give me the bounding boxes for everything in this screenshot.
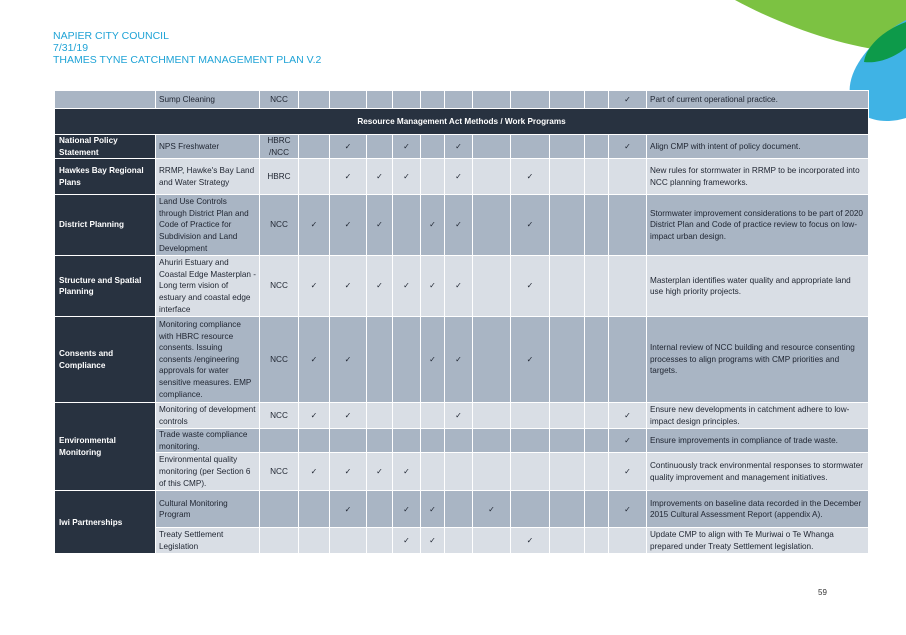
page-number: 59: [818, 588, 827, 597]
check-cell: [550, 256, 585, 317]
method-cell: RRMP, Hawke's Bay Land and Water Strategy: [156, 159, 260, 195]
check-mark: ✓: [393, 159, 421, 195]
lead-agency-cell: NCC: [260, 317, 299, 403]
check-cell: [511, 403, 550, 429]
check-cell: [609, 256, 647, 317]
table-row: [55, 317, 869, 403]
check-cell: [550, 317, 585, 403]
method-cell: Trade waste compliance monitoring.: [156, 429, 260, 453]
check-cell: [585, 403, 609, 429]
section-title: Resource Management Act Methods / Work Programs: [55, 109, 869, 135]
table-row: [55, 159, 869, 195]
check-cell: [550, 91, 585, 109]
check-cell: [511, 453, 550, 491]
check-mark: ✓: [367, 195, 393, 256]
category-cell: Iwi Partnerships: [55, 491, 156, 554]
method-cell: NPS Freshwater: [156, 135, 260, 159]
check-cell: [299, 91, 330, 109]
comment-cell: Improvements on baseline data recorded in the December 2015 Cultural Assessment Report (appendix A).: [647, 491, 869, 528]
lead-agency-cell: NCC: [260, 256, 299, 317]
check-cell: [299, 135, 330, 159]
lead-agency-cell: [260, 429, 299, 453]
check-cell: [609, 195, 647, 256]
check-cell: [550, 403, 585, 429]
check-mark: ✓: [421, 491, 445, 528]
check-cell: [473, 429, 511, 453]
check-mark: ✓: [393, 528, 421, 554]
table-row: [55, 256, 869, 317]
doc-date: 7/31/19: [53, 42, 89, 54]
table-row: [55, 135, 869, 159]
check-cell: [473, 195, 511, 256]
check-cell: [585, 491, 609, 528]
check-cell: [421, 159, 445, 195]
table-row: [55, 403, 869, 429]
check-cell: [473, 317, 511, 403]
check-mark: ✓: [421, 256, 445, 317]
check-cell: [550, 159, 585, 195]
check-cell: [445, 91, 473, 109]
table-row: [55, 91, 869, 109]
lead-agency-cell: [260, 528, 299, 554]
check-mark: ✓: [393, 491, 421, 528]
check-mark: ✓: [445, 317, 473, 403]
check-cell: [609, 159, 647, 195]
comment-cell: Continuously track environmental responses to stormwater quality improvement and management initiatives.: [647, 453, 869, 491]
check-cell: [585, 317, 609, 403]
lead-agency-cell: [260, 491, 299, 528]
check-mark: ✓: [367, 453, 393, 491]
comment-cell: Align CMP with intent of policy document.: [647, 135, 869, 159]
check-cell: [609, 528, 647, 554]
check-cell: [445, 429, 473, 453]
lead-agency-cell: HBRC: [260, 159, 299, 195]
check-cell: [330, 91, 367, 109]
check-cell: [511, 91, 550, 109]
check-cell: [511, 491, 550, 528]
comment-cell: Internal review of NCC building and resource consenting processes to align programs with CMP priorities and targets.: [647, 317, 869, 403]
check-cell: [367, 403, 393, 429]
comment-cell: Part of current operational practice.: [647, 91, 869, 109]
category-cell: Consents and Compliance: [55, 317, 156, 403]
check-cell: [550, 429, 585, 453]
check-mark: ✓: [609, 91, 647, 109]
check-cell: [585, 91, 609, 109]
check-cell: [393, 317, 421, 403]
lead-agency-cell: NCC: [260, 403, 299, 429]
method-cell: Monitoring of development controls: [156, 403, 260, 429]
check-cell: [393, 403, 421, 429]
table-row: [55, 528, 869, 554]
check-cell: [473, 403, 511, 429]
category-cell: Hawkes Bay Regional Plans: [55, 159, 156, 195]
check-cell: [473, 91, 511, 109]
check-mark: ✓: [609, 135, 647, 159]
check-mark: ✓: [445, 195, 473, 256]
check-cell: [473, 159, 511, 195]
check-mark: ✓: [367, 159, 393, 195]
check-cell: [550, 491, 585, 528]
category-cell: [55, 91, 156, 109]
check-mark: ✓: [473, 491, 511, 528]
check-mark: ✓: [421, 528, 445, 554]
check-mark: ✓: [330, 317, 367, 403]
comment-cell: Update CMP to align with Te Muriwai o Te Whanga prepared under Treaty Settlement legislation.: [647, 528, 869, 554]
check-cell: [393, 429, 421, 453]
check-mark: ✓: [330, 403, 367, 429]
check-cell: [299, 429, 330, 453]
lead-agency-cell: HBRC /NCC: [260, 135, 299, 159]
check-cell: [473, 256, 511, 317]
check-mark: ✓: [330, 453, 367, 491]
check-cell: [393, 91, 421, 109]
check-cell: [445, 453, 473, 491]
table-row: [55, 429, 869, 453]
check-mark: ✓: [330, 159, 367, 195]
check-mark: ✓: [299, 317, 330, 403]
lead-agency-cell: NCC: [260, 453, 299, 491]
check-cell: [550, 453, 585, 491]
check-cell: [367, 135, 393, 159]
check-mark: ✓: [609, 491, 647, 528]
check-cell: [473, 528, 511, 554]
method-cell: Ahuriri Estuary and Coastal Edge Masterplan - Long term vision of estuary and coastal edge interface: [156, 256, 260, 317]
check-cell: [367, 528, 393, 554]
document-header: [53, 30, 321, 66]
check-cell: [585, 528, 609, 554]
check-mark: ✓: [421, 317, 445, 403]
category-cell: Structure and Spatial Planning: [55, 256, 156, 317]
check-mark: ✓: [445, 256, 473, 317]
comment-cell: Ensure new developments in catchment adhere to low-impact design principles.: [647, 403, 869, 429]
check-cell: [299, 491, 330, 528]
check-mark: ✓: [445, 159, 473, 195]
check-mark: ✓: [445, 403, 473, 429]
check-cell: [421, 403, 445, 429]
comment-cell: Ensure improvements in compliance of trade waste.: [647, 429, 869, 453]
check-cell: [367, 429, 393, 453]
category-cell: National Policy Statement: [55, 135, 156, 159]
table-row: [55, 491, 869, 528]
check-cell: [550, 135, 585, 159]
plan-title: THAMES TYNE CATCHMENT MANAGEMENT PLAN V.2: [53, 54, 322, 66]
check-cell: [511, 429, 550, 453]
org-name: NAPIER CITY COUNCIL: [53, 30, 169, 42]
check-mark: ✓: [609, 453, 647, 491]
check-mark: ✓: [299, 256, 330, 317]
method-cell: Land Use Controls through District Plan and Code of Practice for Subdivision and Land Development: [156, 195, 260, 256]
check-mark: ✓: [299, 195, 330, 256]
comment-cell: Masterplan identifies water quality and appropriate land use high priority projects.: [647, 256, 869, 317]
check-mark: ✓: [511, 317, 550, 403]
check-mark: ✓: [445, 135, 473, 159]
check-mark: ✓: [511, 528, 550, 554]
check-cell: [367, 91, 393, 109]
check-mark: ✓: [299, 453, 330, 491]
lead-agency-cell: NCC: [260, 195, 299, 256]
method-cell: Monitoring compliance with HBRC resource consents. Issuing consents /engineering approvals for water sensitive measures. EMP compliance.: [156, 317, 260, 403]
category-cell: Environmental Monitoring: [55, 403, 156, 491]
section-header-row: [55, 109, 869, 135]
check-mark: ✓: [330, 491, 367, 528]
check-cell: [585, 453, 609, 491]
check-cell: [473, 453, 511, 491]
check-cell: [421, 135, 445, 159]
table-row: [55, 453, 869, 491]
check-cell: [330, 429, 367, 453]
check-cell: [585, 429, 609, 453]
comment-cell: Stormwater improvement considerations to be part of 2020 District Plan and Code of practice review to focus on low-impact urban design.: [647, 195, 869, 256]
check-cell: [299, 159, 330, 195]
check-cell: [473, 135, 511, 159]
method-cell: Environmental quality monitoring (per Section 6 of this CMP).: [156, 453, 260, 491]
check-cell: [585, 195, 609, 256]
check-mark: ✓: [511, 159, 550, 195]
check-cell: [609, 317, 647, 403]
lead-agency-cell: NCC: [260, 91, 299, 109]
method-cell: Treaty Settlement Legislation: [156, 528, 260, 554]
table-row: [55, 195, 869, 256]
check-mark: ✓: [609, 429, 647, 453]
category-cell: District Planning: [55, 195, 156, 256]
check-cell: [445, 528, 473, 554]
check-mark: ✓: [393, 256, 421, 317]
check-cell: [421, 453, 445, 491]
method-cell: Cultural Monitoring Program: [156, 491, 260, 528]
check-mark: ✓: [299, 403, 330, 429]
check-mark: ✓: [330, 195, 367, 256]
check-cell: [550, 195, 585, 256]
check-mark: ✓: [511, 195, 550, 256]
check-cell: [299, 528, 330, 554]
check-mark: ✓: [367, 256, 393, 317]
check-cell: [585, 159, 609, 195]
check-mark: ✓: [609, 403, 647, 429]
table-body: [55, 91, 869, 554]
check-mark: ✓: [330, 135, 367, 159]
check-cell: [550, 528, 585, 554]
check-cell: [445, 491, 473, 528]
check-cell: [511, 135, 550, 159]
check-cell: [421, 91, 445, 109]
check-cell: [421, 429, 445, 453]
check-mark: ✓: [393, 453, 421, 491]
comment-cell: New rules for stormwater in RRMP to be incorporated into NCC planning frameworks.: [647, 159, 869, 195]
check-mark: ✓: [511, 256, 550, 317]
method-cell: Sump Cleaning: [156, 91, 260, 109]
check-cell: [330, 528, 367, 554]
check-mark: ✓: [421, 195, 445, 256]
check-cell: [585, 256, 609, 317]
check-mark: ✓: [393, 135, 421, 159]
check-cell: [367, 491, 393, 528]
check-cell: [367, 317, 393, 403]
check-cell: [585, 135, 609, 159]
check-mark: ✓: [330, 256, 367, 317]
check-cell: [393, 195, 421, 256]
methods-table: [54, 90, 869, 554]
